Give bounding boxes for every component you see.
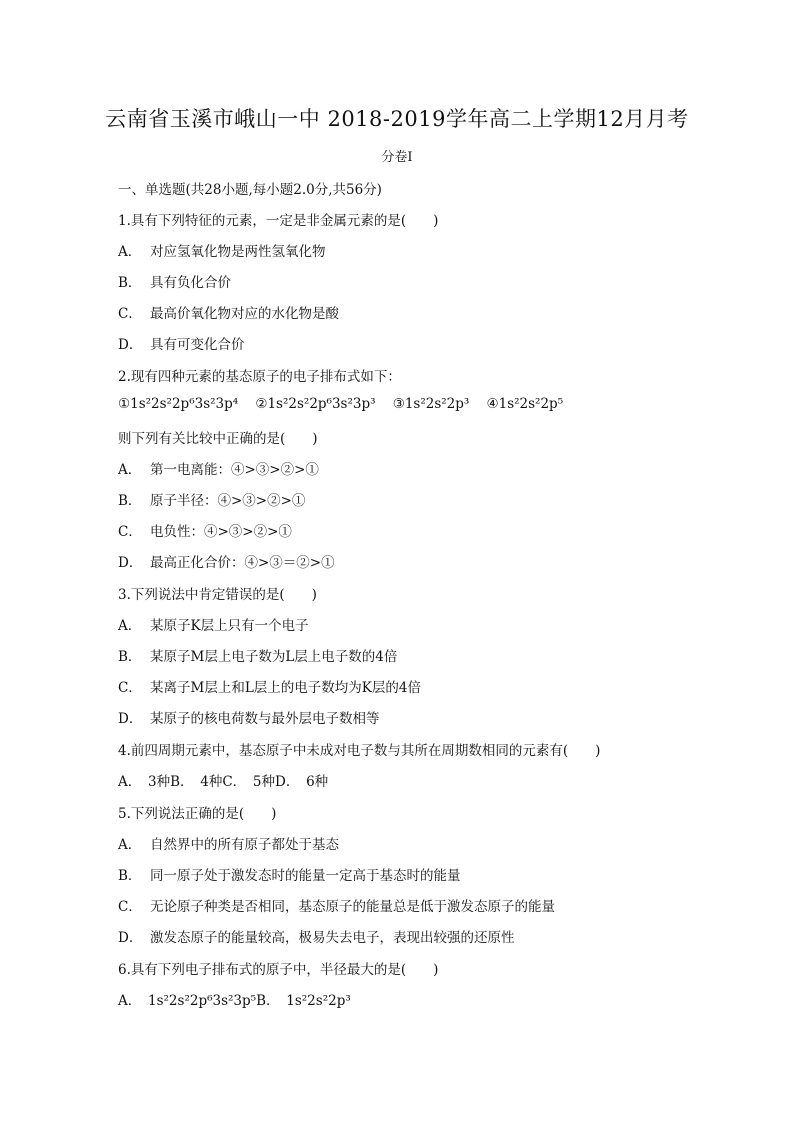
option-a: A． 某原子K层上只有一个电子 — [118, 618, 309, 634]
option-b: B． 具有负化合价 — [118, 275, 231, 291]
config-3: ③1s²2s²2p³ — [392, 396, 470, 412]
option-c: C． 无论原子种类是否相同，基态原子的能量总是低于激发态原子的能量 — [118, 899, 555, 915]
page-title: 云南省玉溪市峨山一中 2018-2019学年高二上学期12月月考 — [105, 107, 689, 131]
option-b: B． 某原子M层上电子数为L层上电子数的4倍 — [118, 649, 398, 665]
option-b: B． 同一原子处于激发态时的能量一定高于基态时的能量 — [118, 868, 461, 884]
option-d: D． 具有可变化合价 — [118, 337, 245, 353]
option-b: B． 原子半径：④>③>②>① — [118, 493, 306, 509]
option-a: A． 第一电离能：④>③>②>① — [118, 462, 319, 478]
question-stem-continued: 则下列有关比较中正确的是( ) — [118, 431, 318, 447]
option-c: C． 电负性：④>③>②>① — [118, 524, 292, 540]
inline-options: A． 1s²2s²2p⁶3s²3p⁵B． 1s²2s²2p³ — [118, 993, 351, 1009]
option-a: A． 自然界中的所有原子都处于基态 — [118, 837, 339, 853]
section-heading: 一、单选题(共28小题,每小题2.0分,共56分) — [118, 182, 382, 198]
question-stem: 1.具有下列特征的元素，一定是非金属元素的是( ) — [118, 213, 439, 229]
option-c: C． 最高价氧化物对应的水化物是酸 — [118, 306, 339, 322]
question-stem: 4.前四周期元素中，基态原子中未成对电子数与其所在周期数相同的元素有( ) — [118, 743, 601, 759]
option-c: C． 某离子M层上和L层上的电子数均为K层的4倍 — [118, 680, 421, 696]
option-d: D． 某原子的核电荷数与最外层电子数相等 — [118, 711, 380, 727]
option-d: D． 激发态原子的能量较高，极易失去电子，表现出较强的还原性 — [118, 930, 515, 946]
question-stem: 6.具有下列电子排布式的原子中，半径最大的是( ) — [118, 962, 439, 978]
config-4: ④1s²2s²2p⁵ — [486, 396, 564, 412]
question-stem: 2.现有四种元素的基态原子的电子排布式如下： — [118, 369, 401, 385]
option-d: D． 最高正化合价：④>③＝②>① — [118, 555, 335, 571]
question-stem: 3.下列说法中肯定错误的是( ) — [118, 587, 317, 603]
question-stem: 5.下列说法正确的是( ) — [118, 806, 277, 822]
page-subtitle: 分卷I — [381, 150, 413, 165]
inline-options: A． 3种B． 4种C． 5种D． 6种 — [118, 774, 329, 790]
config-1: ①1s²2s²2p⁶3s²3p⁴ — [118, 396, 239, 412]
option-a: A． 对应氢氧化物是两性氢氧化物 — [118, 244, 326, 260]
config-2: ②1s²2s²2p⁶3s²3p³ — [255, 396, 376, 412]
electron-configurations — [118, 396, 563, 412]
